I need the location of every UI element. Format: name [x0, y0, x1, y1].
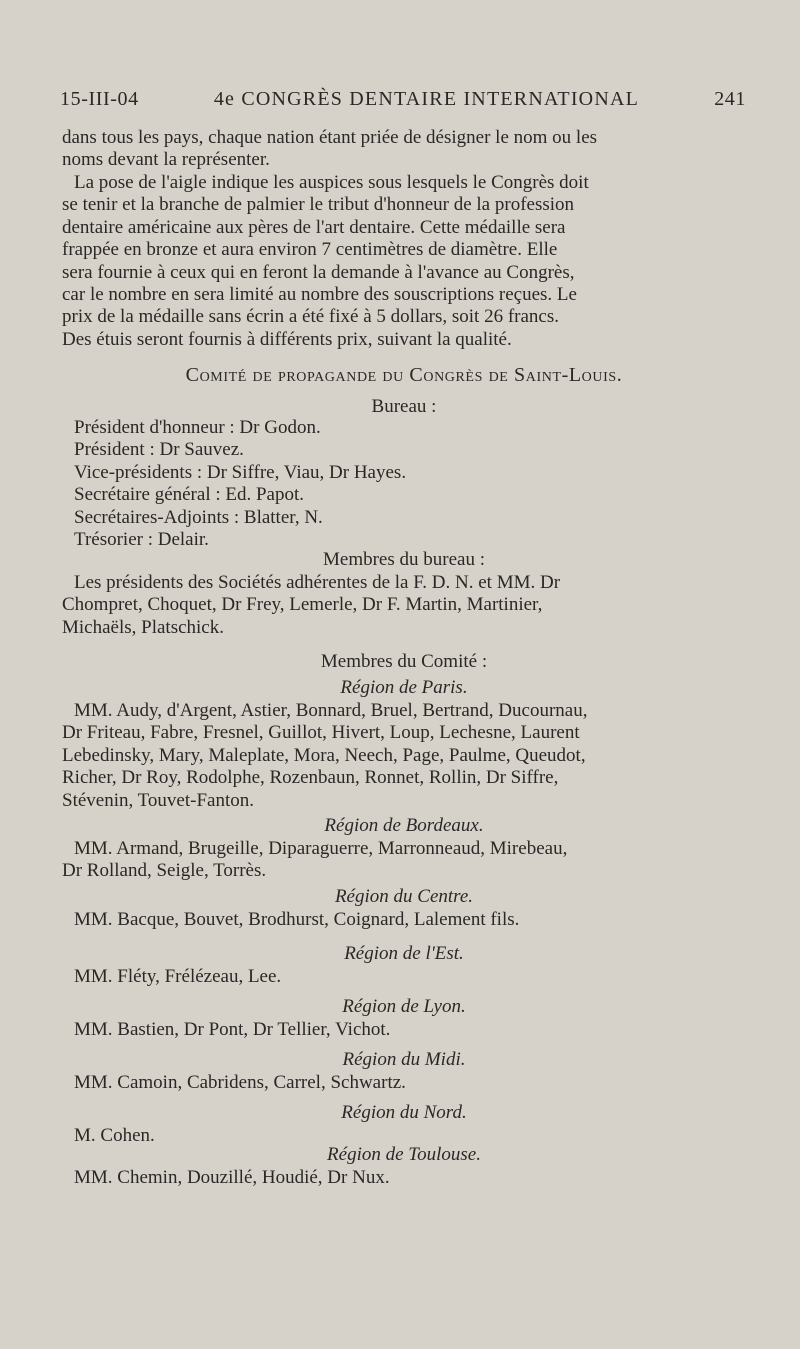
region-heading: Région de Bordeaux.	[324, 815, 484, 836]
members-committee-heading: Membres du Comité :	[320, 651, 488, 672]
bureau-line: Secrétaires-Adjoints : Blatter, N.	[74, 506, 323, 528]
region-heading: Région de l'Est.	[344, 943, 464, 964]
members-bureau-heading: Membres du bureau :	[323, 549, 485, 570]
region-members	[62, 1167, 746, 1189]
region-members	[62, 966, 746, 988]
bureau-line: Président : Dr Sauvez.	[74, 439, 244, 461]
region-heading: Région du Nord.	[341, 1102, 467, 1123]
bureau-line: Secrétaire général : Ed. Papot.	[74, 484, 305, 506]
text-line: MM. Audy, d'Argent, Astier, Bonnard, Bruel, Bertrand, Ducournau,	[74, 700, 588, 721]
header-title: 4e CONGRÈS DENTAIRE INTERNATIONAL	[213, 88, 640, 110]
text-line: MM. Armand, Brugeille, Diparaguerre, Marronneaud, Mirebeau,	[74, 838, 568, 859]
text-line: Chompret, Choquet, Dr Frey, Lemerle, Dr F. Martin, Martinier,	[62, 594, 543, 616]
region-members	[62, 838, 746, 883]
text-line: MM. Chemin, Douzillé, Houdié, Dr Nux.	[74, 1167, 390, 1188]
text-line: dentaire américaine aux pères de l'art dentaire. Cette médaille sera	[62, 216, 566, 238]
page-number: 241	[714, 88, 746, 110]
text-line: Dr Rolland, Seigle, Torrès.	[62, 860, 267, 882]
text-line: Dr Friteau, Fabre, Fresnel, Guillot, Hivert, Loup, Lechesne, Laurent	[62, 722, 580, 744]
text-line: noms devant la représenter.	[62, 149, 270, 171]
text-line: M. Cohen.	[74, 1125, 155, 1146]
text-line: Michaëls, Platschick.	[62, 616, 224, 638]
region-members	[62, 1072, 746, 1094]
bureau-line: Vice-présidents : Dr Siffre, Viau, Dr Hayes.	[74, 461, 407, 483]
text-line: Des étuis seront fournis à différents prix, suivant la qualité.	[62, 328, 512, 350]
members-bureau-list	[62, 572, 746, 639]
bureau-list	[62, 417, 746, 551]
committee-heading: Comité de propagande du Congrès de Saint-Louis.	[185, 364, 623, 386]
text-line: Les présidents des Sociétés adhérentes de la F. D. N. et MM. Dr	[74, 572, 561, 593]
text-line: La pose de l'aigle indique les auspices sous lesquels le Congrès doit	[74, 172, 589, 193]
text-line: sera fournie à ceux qui en feront la demande à l'avance au Congrès,	[62, 261, 575, 283]
region-heading: Région de Lyon.	[342, 996, 466, 1017]
text-line: prix de la médaille sans écrin a été fixé à 5 dollars, soit 26 francs.	[62, 306, 559, 328]
region-members	[62, 700, 746, 812]
region-heading: Région de Paris.	[340, 677, 468, 698]
text-line: MM. Bastien, Dr Pont, Dr Tellier, Vichot.	[74, 1019, 391, 1040]
text-line: car le nombre en sera limité au nombre des souscriptions reçues. Le	[62, 284, 577, 306]
text-line: Richer, Dr Roy, Rodolphe, Rozenbaun, Ronnet, Rollin, Dr Siffre,	[62, 767, 559, 789]
region-heading: Région de Toulouse.	[327, 1144, 481, 1165]
bureau-heading: Bureau :	[371, 396, 437, 417]
text-line: Lebedinsky, Mary, Maleplate, Mora, Neech, Page, Paulme, Queudot,	[62, 744, 586, 766]
intro-paragraph-2	[62, 172, 746, 351]
region-heading: Région du Centre.	[334, 886, 474, 907]
header-date: 15-III-04	[60, 88, 139, 110]
intro-paragraph-1	[62, 127, 746, 172]
text-line: MM. Fléty, Frélézeau, Lee.	[74, 966, 282, 987]
region-members	[62, 1019, 746, 1041]
text-line: se tenir et la branche de palmier le tribut d'honneur de la profession	[62, 194, 575, 216]
region-heading: Région du Midi.	[342, 1049, 466, 1070]
text-line: Stévenin, Touvet-Fanton.	[62, 789, 254, 811]
bureau-line: Trésorier : Delair.	[74, 529, 209, 551]
text-line: MM. Bacque, Bouvet, Brodhurst, Coignard, Lalement fils.	[74, 909, 520, 930]
text-line: frappée en bronze et aura environ 7 centimètres de diamètre. Elle	[62, 239, 558, 261]
region-members	[62, 909, 746, 931]
text-line: MM. Camoin, Cabridens, Carrel, Schwartz.	[74, 1072, 406, 1093]
text-line: dans tous les pays, chaque nation étant priée de désigner le nom ou les	[62, 127, 598, 148]
running-header	[60, 88, 746, 111]
bureau-line: Président d'honneur : Dr Godon.	[74, 417, 321, 438]
